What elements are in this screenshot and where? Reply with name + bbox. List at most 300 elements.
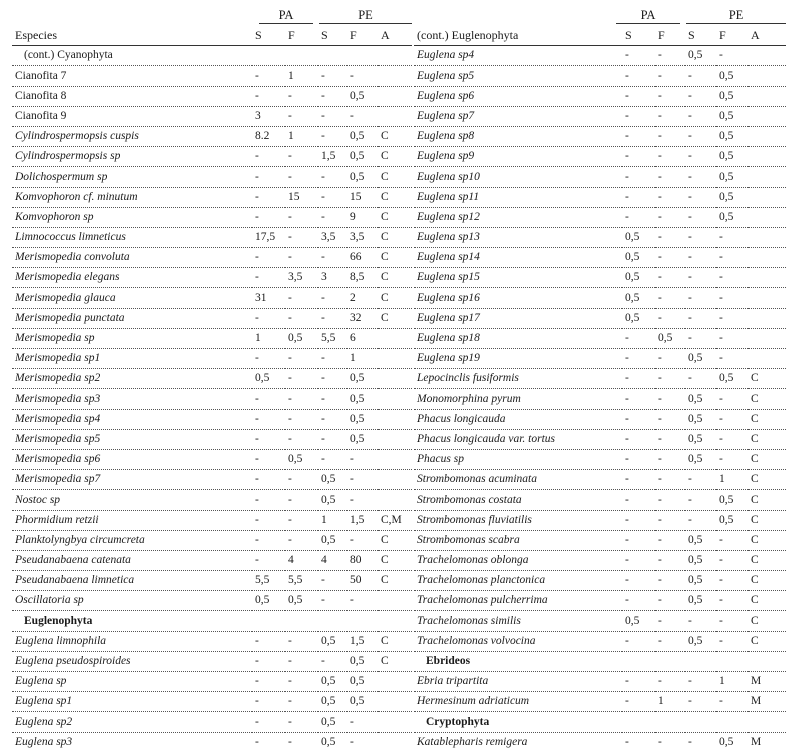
- pe-f-value: -: [347, 106, 378, 126]
- species-name: Merismopedia sp6: [12, 449, 252, 469]
- column-header-pe-f: F: [716, 26, 748, 46]
- species-name: Strombomonas acuminata: [414, 470, 622, 490]
- table-row: [414, 490, 786, 510]
- pe-s-value: -: [685, 611, 716, 631]
- pa-f-value: -: [285, 651, 318, 671]
- species-name: Strombomonas costata: [414, 490, 622, 510]
- pe-a-value: C: [378, 248, 412, 268]
- table-body-left: [12, 46, 412, 752]
- pe-s-value: -: [685, 227, 716, 247]
- table-row: [12, 409, 412, 429]
- table-row: [414, 288, 786, 308]
- pe-f-value: 66: [347, 248, 378, 268]
- pe-f-value: -: [716, 449, 748, 469]
- species-name: Ebrideos: [414, 651, 622, 671]
- species-name: Euglena sp4: [414, 46, 622, 66]
- species-name: Euglena sp7: [414, 106, 622, 126]
- group-header-pe-right: [686, 6, 786, 24]
- pa-f-value: -: [285, 409, 318, 429]
- table-row: [12, 631, 412, 651]
- pe-a-value: C: [378, 207, 412, 227]
- table-row: [414, 591, 786, 611]
- pe-f-value: -: [716, 46, 748, 66]
- pa-f-value: -: [285, 510, 318, 530]
- table-row: [12, 66, 412, 86]
- pa-s-value: -: [622, 86, 655, 106]
- table-row: [12, 147, 412, 167]
- pa-f-value: -: [655, 46, 685, 66]
- species-name: Limnococcus limneticus: [12, 227, 252, 247]
- pe-s-value: [685, 712, 716, 732]
- pe-s-value: 0,5: [318, 672, 347, 692]
- pe-a-value: C: [748, 611, 786, 631]
- pe-a-value: [748, 308, 786, 328]
- pa-f-value: [285, 46, 318, 66]
- pa-s-value: -: [622, 147, 655, 167]
- species-name: Merismopedia sp: [12, 328, 252, 348]
- pe-a-value: [748, 651, 786, 671]
- pe-s-value: -: [685, 369, 716, 389]
- species-name: Pseudanabaena limnetica: [12, 571, 252, 591]
- column-header-species: Especies: [12, 26, 252, 46]
- pa-f-value: [285, 611, 318, 631]
- table-row: [414, 227, 786, 247]
- species-name: Trachelomonas oblonga: [414, 550, 622, 570]
- pe-f-value: -: [716, 288, 748, 308]
- pe-f-value: -: [716, 328, 748, 348]
- pe-a-value: [748, 86, 786, 106]
- pe-f-value: 0,5: [347, 86, 378, 106]
- pe-s-value: -: [318, 349, 347, 369]
- pa-s-value: 0,5: [622, 227, 655, 247]
- species-name: Ebria tripartita: [414, 672, 622, 692]
- table-row: [12, 126, 412, 146]
- pa-s-value: -: [622, 591, 655, 611]
- pa-f-value: 4: [285, 550, 318, 570]
- species-name: Cianofita 7: [12, 66, 252, 86]
- table-row: [12, 308, 412, 328]
- species-name: (cont.) Cyanophyta: [12, 46, 252, 66]
- pe-s-value: -: [318, 651, 347, 671]
- group-header-pa-left: [259, 6, 313, 24]
- pe-s-value: 3,5: [318, 227, 347, 247]
- pa-f-value: [655, 651, 685, 671]
- pe-f-value: 0,5: [347, 429, 378, 449]
- pe-s-value: 0,5: [685, 631, 716, 651]
- species-name: Cianofita 9: [12, 106, 252, 126]
- pe-a-value: [748, 46, 786, 66]
- pe-s-value: -: [318, 126, 347, 146]
- pa-f-value: -: [285, 672, 318, 692]
- pe-f-value: -: [716, 611, 748, 631]
- table-row: [12, 167, 412, 187]
- pe-a-value: [748, 167, 786, 187]
- pe-f-value: -: [716, 227, 748, 247]
- species-name: Euglena sp6: [414, 86, 622, 106]
- pe-f-value: -: [716, 530, 748, 550]
- pe-s-value: -: [685, 510, 716, 530]
- pa-f-value: 0,5: [285, 449, 318, 469]
- pa-s-value: [252, 46, 285, 66]
- pe-f-value: -: [716, 429, 748, 449]
- pa-f-value: -: [285, 389, 318, 409]
- species-name: Euglena sp17: [414, 308, 622, 328]
- species-name: Monomorphina pyrum: [414, 389, 622, 409]
- pe-a-value: [748, 207, 786, 227]
- table-row: [12, 571, 412, 591]
- pe-f-value: 0,5: [347, 389, 378, 409]
- pe-a-value: C: [378, 268, 412, 288]
- pe-s-value: -: [318, 106, 347, 126]
- pa-s-value: -: [625, 735, 629, 748]
- pe-s-value: [318, 46, 347, 66]
- pe-s-value: 0,5: [685, 571, 716, 591]
- pa-f-value: -: [655, 268, 685, 288]
- pe-s-value: 1: [318, 510, 347, 530]
- pe-f-value: -: [716, 591, 748, 611]
- species-table-right: [414, 26, 786, 752]
- pa-s-value: -: [622, 490, 655, 510]
- pe-s-value: -: [685, 248, 716, 268]
- table-row: [12, 207, 412, 227]
- table-body-right: [414, 46, 786, 752]
- pe-f-value: -: [347, 530, 378, 550]
- pe-a-value: C: [748, 369, 786, 389]
- pa-f-value: -: [285, 248, 318, 268]
- pe-s-value: 0,5: [318, 490, 347, 510]
- pa-f-value: 0,5: [285, 328, 318, 348]
- pa-f-value: -: [285, 631, 318, 651]
- pe-f-value: -: [347, 490, 378, 510]
- pa-s-value: -: [252, 66, 285, 86]
- pe-a-value: [748, 227, 786, 247]
- pa-f-value: -: [285, 712, 318, 732]
- pa-f-value: -: [285, 288, 318, 308]
- pa-f-value: -: [655, 490, 685, 510]
- pe-f-value: 0,5: [347, 651, 378, 671]
- table-row: [12, 288, 412, 308]
- pe-f-value: 0,5: [347, 692, 378, 712]
- species-name: Phacus longicauda var. tortus: [414, 429, 622, 449]
- pe-a-value: [378, 66, 412, 86]
- pe-a-value: [748, 712, 786, 732]
- pa-s-value: -: [252, 147, 285, 167]
- group-label-pa-left: PA: [278, 8, 294, 22]
- pa-s-value: -: [252, 167, 285, 187]
- pa-s-value: -: [622, 46, 655, 66]
- pe-a-value: C: [748, 550, 786, 570]
- species-name: Trachelomonas planctonica: [414, 571, 622, 591]
- pe-f-value: -: [716, 308, 748, 328]
- table-row: [414, 530, 786, 550]
- species-name: Euglena sp: [12, 672, 252, 692]
- pe-f-value: -: [347, 449, 378, 469]
- pe-f-value: -: [716, 409, 748, 429]
- pe-a-value: [378, 490, 412, 510]
- pa-f-value: -: [655, 510, 685, 530]
- pe-s-value: [685, 651, 716, 671]
- pa-s-value: -: [252, 409, 285, 429]
- table-row: [414, 248, 786, 268]
- table-row: [12, 490, 412, 510]
- pe-f-value: 0,5: [347, 147, 378, 167]
- column-header-pa-f: F: [285, 26, 318, 46]
- species-name: Nostoc sp: [12, 490, 252, 510]
- pe-a-value: [748, 288, 786, 308]
- pa-s-value: -: [252, 86, 285, 106]
- pe-f-value: -: [716, 550, 748, 570]
- pa-s-value: -: [252, 389, 285, 409]
- species-name: Lepocinclis fusiformis: [414, 369, 622, 389]
- pe-f-value: -: [350, 735, 354, 748]
- pe-f-value: -: [347, 591, 378, 611]
- pe-s-value: -: [318, 409, 347, 429]
- pe-f-value: 50: [347, 571, 378, 591]
- species-name: Komvophoron sp: [12, 207, 252, 227]
- pa-f-value: -: [285, 308, 318, 328]
- pe-s-value: -: [685, 187, 716, 207]
- pe-a-value: C: [748, 470, 786, 490]
- column-header-pa-f: F: [655, 26, 685, 46]
- table-row: [414, 167, 786, 187]
- species-name: Trachelomonas pulcherrima: [414, 591, 622, 611]
- pa-f-value: 1: [655, 692, 685, 712]
- table-row: [12, 227, 412, 247]
- pa-s-value: -: [252, 651, 285, 671]
- pe-f-value: 0,5: [716, 106, 748, 126]
- pe-s-value: 1,5: [318, 147, 347, 167]
- column-header-pe-a: A: [748, 26, 786, 46]
- pa-s-value: 8.2: [252, 126, 285, 146]
- table-header-row: [12, 26, 412, 46]
- table-row: [12, 349, 412, 369]
- species-name: Euglena sp14: [414, 248, 622, 268]
- species-name: Euglena sp12: [414, 207, 622, 227]
- pa-f-value: -: [285, 147, 318, 167]
- pe-s-value: 0,5: [685, 349, 716, 369]
- species-name: Cylindrospermopsis sp: [12, 147, 252, 167]
- pa-s-value: -: [622, 409, 655, 429]
- pe-s-value: 0,5: [685, 429, 716, 449]
- pa-f-value: -: [655, 167, 685, 187]
- table-row: [414, 86, 786, 106]
- pe-f-value: -: [716, 248, 748, 268]
- species-name: Phacus longicauda: [414, 409, 622, 429]
- pe-s-value: -: [685, 207, 716, 227]
- pa-f-value: -: [655, 86, 685, 106]
- table-row: [414, 106, 786, 126]
- pe-f-value: 1: [347, 349, 378, 369]
- pe-s-value: -: [685, 86, 716, 106]
- pa-s-value: -: [622, 349, 655, 369]
- pa-s-value: -: [622, 106, 655, 126]
- pa-s-value: -: [622, 389, 655, 409]
- pe-a-value: [748, 248, 786, 268]
- species-name: Katablepharis remigera: [417, 735, 528, 748]
- pe-s-value: -: [318, 449, 347, 469]
- pe-a-value: C: [378, 631, 412, 651]
- pe-f-value: -: [347, 470, 378, 490]
- pa-f-value: -: [655, 571, 685, 591]
- column-header-species-cont: (cont.) Euglenophyta: [414, 26, 622, 46]
- table-row: [12, 712, 412, 732]
- table-row: [12, 611, 412, 631]
- pa-f-value: -: [285, 490, 318, 510]
- pe-a-value: C,M: [378, 510, 412, 530]
- table-row: [12, 369, 412, 389]
- pe-f-value: -: [347, 712, 378, 732]
- pa-f-value: -: [655, 227, 685, 247]
- pe-f-value: 0,5: [347, 126, 378, 146]
- group-label-pa-right: PA: [640, 8, 656, 22]
- table-row: [414, 611, 786, 631]
- pe-a-value: [378, 389, 412, 409]
- table-row: [12, 692, 412, 712]
- species-name: Cryptophyta: [414, 712, 622, 732]
- pe-a-value: [378, 449, 412, 469]
- table-row: [12, 106, 412, 126]
- species-name: Cylindrospermopsis cuspis: [12, 126, 252, 146]
- pa-f-value: -: [658, 735, 662, 748]
- species-name: Euglena pseudospiroides: [12, 651, 252, 671]
- table-row: [414, 429, 786, 449]
- table-row: [12, 510, 412, 530]
- pa-s-value: -: [622, 66, 655, 86]
- table-row: [12, 449, 412, 469]
- pa-f-value: -: [655, 672, 685, 692]
- species-name: Euglena sp11: [414, 187, 622, 207]
- pa-s-value: -: [252, 712, 285, 732]
- pa-s-value: [622, 651, 655, 671]
- pe-a-value: [378, 692, 412, 712]
- pe-s-value: 0,5: [685, 409, 716, 429]
- table-row: [414, 510, 786, 530]
- pa-f-value: -: [655, 308, 685, 328]
- species-name: Euglena sp13: [414, 227, 622, 247]
- pe-a-value: C: [748, 510, 786, 530]
- table-row: [12, 530, 412, 550]
- species-name: Merismopedia glauca: [12, 288, 252, 308]
- pa-s-value: -: [622, 692, 655, 712]
- pe-a-value: [378, 106, 412, 126]
- species-name: Merismopedia sp7: [12, 470, 252, 490]
- pa-s-value: 0,5: [252, 591, 285, 611]
- pa-f-value: -: [655, 349, 685, 369]
- pe-f-value: -: [347, 66, 378, 86]
- pe-f-value: [347, 46, 378, 66]
- pa-f-value: -: [288, 735, 292, 748]
- pa-f-value: -: [285, 86, 318, 106]
- pa-s-value: -: [622, 328, 655, 348]
- pe-s-value: 0,5: [685, 530, 716, 550]
- pa-s-value: -: [252, 631, 285, 651]
- table-row: [12, 86, 412, 106]
- pa-f-value: [655, 712, 685, 732]
- group-header-pa-right: [616, 6, 680, 24]
- pe-s-value: -: [685, 66, 716, 86]
- pe-f-value: 80: [347, 550, 378, 570]
- pe-f-value: 0,5: [347, 672, 378, 692]
- pa-s-value: -: [622, 126, 655, 146]
- pe-a-value: M: [748, 692, 786, 712]
- species-name: Oscillatoria sp: [12, 591, 252, 611]
- pa-s-value: [252, 611, 285, 631]
- pe-s-value: -: [318, 167, 347, 187]
- pe-a-value: [748, 106, 786, 126]
- pe-s-value: -: [685, 126, 716, 146]
- pe-s-value: -: [318, 369, 347, 389]
- pe-s-value: -: [685, 288, 716, 308]
- column-header-pa-s: S: [252, 26, 285, 46]
- pa-s-value: -: [252, 207, 285, 227]
- pa-s-value: -: [252, 672, 285, 692]
- pe-s-value: -: [318, 86, 347, 106]
- pe-f-value: 1: [716, 470, 748, 490]
- pe-s-value: -: [318, 248, 347, 268]
- table-row: [414, 712, 786, 732]
- pe-f-value: 0,5: [719, 735, 734, 748]
- table-row: [12, 46, 412, 66]
- species-name: Euglena sp9: [414, 147, 622, 167]
- pe-s-value: 0,5: [318, 712, 347, 732]
- pa-s-value: 5,5: [252, 571, 285, 591]
- pe-a-value: [378, 429, 412, 449]
- pe-a-value: C: [748, 429, 786, 449]
- column-header-pa-s: S: [622, 26, 655, 46]
- pe-f-value: 0,5: [716, 167, 748, 187]
- pa-f-value: -: [655, 106, 685, 126]
- group-header-pe-left: [319, 6, 412, 24]
- pe-f-value: [716, 651, 748, 671]
- pa-f-value: -: [655, 126, 685, 146]
- pa-f-value: 1: [285, 66, 318, 86]
- pa-f-value: -: [285, 530, 318, 550]
- pe-a-value: [748, 328, 786, 348]
- species-name: Planktolyngbya circumcreta: [12, 530, 252, 550]
- table-row: [12, 268, 412, 288]
- species-name: Merismopedia sp5: [12, 429, 252, 449]
- pa-f-value: 0,5: [285, 591, 318, 611]
- table-row: [414, 389, 786, 409]
- pe-s-value: 0,5: [318, 470, 347, 490]
- pe-a-value: C: [378, 288, 412, 308]
- pe-a-value: [378, 409, 412, 429]
- table-header-row: [414, 26, 786, 46]
- species-name: Euglena sp10: [414, 167, 622, 187]
- pa-s-value: -: [622, 571, 655, 591]
- pe-f-value: 32: [347, 308, 378, 328]
- group-label-pe-right: PE: [728, 8, 744, 22]
- table-row: [12, 328, 412, 348]
- pe-s-value: 0,5: [318, 530, 347, 550]
- pe-f-value: 0,5: [716, 490, 748, 510]
- table-row: [414, 449, 786, 469]
- pa-s-value: -: [622, 187, 655, 207]
- pe-f-value: 1,5: [347, 510, 378, 530]
- pe-a-value: [378, 369, 412, 389]
- pe-f-value: 1,5: [347, 631, 378, 651]
- table-row: [414, 631, 786, 651]
- pa-f-value: -: [655, 187, 685, 207]
- pe-a-value: M: [748, 672, 786, 692]
- species-name: Phacus sp: [414, 449, 622, 469]
- pe-a-value: C: [748, 490, 786, 510]
- pe-s-value: -: [318, 389, 347, 409]
- pa-f-value: -: [655, 369, 685, 389]
- column-header-pe-f: F: [347, 26, 378, 46]
- pa-f-value: -: [655, 207, 685, 227]
- species-name: Merismopedia elegans: [12, 268, 252, 288]
